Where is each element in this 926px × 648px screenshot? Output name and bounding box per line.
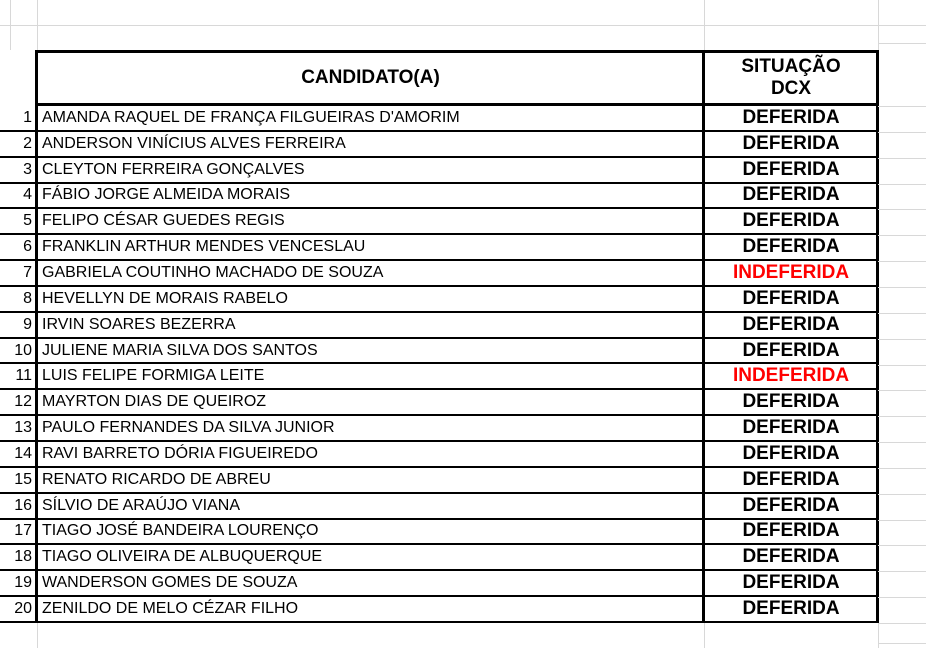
table-border [702, 50, 705, 623]
row-number-cell[interactable]: 14 [14, 444, 32, 462]
status-cell[interactable]: DEFERIDA [742, 106, 840, 128]
gridline [878, 416, 926, 417]
row-number-cell[interactable]: 4 [23, 186, 32, 204]
table-row [0, 545, 878, 571]
status-cell[interactable]: DEFERIDA [742, 287, 840, 309]
row-number-cell[interactable]: 18 [14, 548, 32, 566]
gridline [878, 623, 926, 624]
gridline [704, 623, 705, 648]
table-row [0, 520, 878, 546]
table-row [0, 468, 878, 494]
row-number-cell[interactable]: 13 [14, 419, 32, 437]
candidate-name-cell[interactable]: WANDERSON GOMES DE SOUZA [42, 574, 298, 592]
status-cell[interactable]: DEFERIDA [742, 597, 840, 619]
gridline [878, 184, 926, 185]
gridline [878, 571, 926, 572]
table-row [0, 390, 878, 416]
gridline [0, 25, 926, 26]
candidate-name-cell[interactable]: ANDERSON VINÍCIUS ALVES FERREIRA [42, 134, 346, 152]
table-row [0, 416, 878, 442]
gridline [878, 468, 926, 469]
status-cell[interactable]: DEFERIDA [742, 494, 840, 516]
candidate-name-cell[interactable]: FRANKLIN ARTHUR MENDES VENCESLAU [42, 238, 366, 256]
gridline [878, 261, 926, 262]
gridline [878, 520, 926, 521]
candidate-name-cell[interactable]: IRVIN SOARES BEZERRA [42, 315, 236, 333]
candidate-name-cell[interactable]: TIAGO JOSÉ BANDEIRA LOURENÇO [42, 522, 319, 540]
status-cell[interactable]: DEFERIDA [742, 391, 840, 413]
row-number-cell[interactable]: 3 [23, 160, 32, 178]
table-row [0, 235, 878, 261]
status-cell[interactable]: DEFERIDA [742, 132, 840, 154]
row-number-cell[interactable]: 12 [14, 393, 32, 411]
gridline [878, 132, 926, 133]
table-row [0, 261, 878, 287]
status-cell[interactable]: DEFERIDA [742, 210, 840, 232]
table-row [0, 209, 878, 235]
gridline [878, 43, 926, 44]
status-cell[interactable]: DEFERIDA [742, 158, 840, 180]
row-number-cell[interactable]: 20 [14, 599, 32, 617]
row-number-cell[interactable]: 17 [14, 522, 32, 540]
candidate-name-cell[interactable]: ZENILDO DE MELO CÉZAR FILHO [42, 599, 299, 617]
status-cell[interactable]: DEFERIDA [742, 468, 840, 490]
candidate-name-cell[interactable]: FELIPO CÉSAR GUEDES REGIS [42, 212, 285, 230]
gridline [878, 365, 926, 366]
table-row [0, 364, 878, 390]
gridline [878, 545, 926, 546]
status-cell[interactable]: DEFERIDA [742, 236, 840, 258]
gridline [10, 0, 11, 50]
status-cell[interactable]: DEFERIDA [742, 572, 840, 594]
row-number-cell[interactable]: 8 [23, 289, 32, 307]
gridline [878, 339, 926, 340]
row-number-cell[interactable]: 9 [23, 315, 32, 333]
gridline [878, 287, 926, 288]
gridline [878, 158, 926, 159]
table-body [0, 106, 878, 623]
gridline [878, 643, 926, 644]
gridline [704, 0, 705, 50]
status-cell[interactable]: DEFERIDA [742, 313, 840, 335]
table-row [0, 339, 878, 365]
table-row [0, 132, 878, 158]
row-number-cell[interactable]: 19 [14, 574, 32, 592]
gridline [878, 623, 879, 648]
status-header-cell[interactable] [704, 50, 878, 106]
table-row [0, 158, 878, 184]
status-cell[interactable]: DEFERIDA [742, 417, 840, 439]
candidate-name-cell[interactable]: LUIS FELIPE FORMIGA LEITE [42, 367, 265, 385]
row-number-cell[interactable]: 11 [15, 367, 32, 385]
gridline [37, 0, 38, 50]
candidate-name-cell[interactable]: GABRIELA COUTINHO MACHADO DE SOUZA [42, 263, 384, 281]
gridline [37, 623, 38, 648]
gridline [878, 442, 926, 443]
candidate-name-cell[interactable]: TIAGO OLIVEIRA DE ALBUQUERQUE [42, 548, 323, 566]
status-cell[interactable]: DEFERIDA [742, 520, 840, 542]
candidate-name-cell[interactable]: PAULO FERNANDES DA SILVA JUNIOR [42, 419, 335, 437]
row-number-cell[interactable]: 7 [23, 263, 32, 281]
status-cell[interactable]: INDEFERIDA [732, 365, 850, 387]
candidate-name-cell[interactable]: MAYRTON DIAS DE QUEIROZ [42, 393, 267, 411]
row-number-cell[interactable]: 10 [14, 341, 32, 359]
table-row [0, 571, 878, 597]
candidate-name-cell[interactable]: JULIENE MARIA SILVA DOS SANTOS [42, 341, 318, 359]
candidate-name-cell[interactable]: AMANDA RAQUEL DE FRANÇA FILGUEIRAS D'AMORIM [42, 108, 460, 126]
table-row [0, 597, 878, 623]
row-number-cell[interactable]: 16 [14, 496, 32, 514]
table-row [0, 442, 878, 468]
candidate-name-cell[interactable]: HEVELLYN DE MORAIS RABELO [42, 289, 288, 307]
candidate-name-cell[interactable]: CLEYTON FERREIRA GONÇALVES [42, 160, 305, 178]
status-header-line1: SITUAÇÃO [741, 56, 841, 77]
row-number-cell[interactable]: 6 [23, 238, 32, 256]
candidate-name-cell[interactable]: FÁBIO JORGE ALMEIDA MORAIS [42, 186, 291, 204]
candidate-name-cell[interactable]: RENATO RICARDO DE ABREU [42, 470, 271, 488]
status-cell[interactable]: DEFERIDA [742, 184, 840, 206]
table-row [0, 494, 878, 520]
table-row [0, 106, 878, 132]
table-border [35, 50, 38, 623]
gridline [878, 390, 926, 391]
row-number-cell[interactable]: 15 [14, 470, 32, 488]
table-row [0, 287, 878, 313]
candidate-header-label: CANDIDATO(A) [301, 67, 440, 88]
status-cell[interactable]: INDEFERIDA [732, 261, 850, 283]
table-row [0, 313, 878, 339]
gridline [878, 235, 926, 236]
status-cell[interactable]: DEFERIDA [742, 546, 840, 568]
row-number-cell[interactable]: 5 [23, 212, 32, 230]
status-cell[interactable]: DEFERIDA [742, 339, 840, 361]
gridline [878, 494, 926, 495]
gridline [878, 597, 926, 598]
table-border [876, 50, 879, 623]
candidate-name-cell[interactable]: RAVI BARRETO DÓRIA FIGUEIREDO [42, 444, 318, 462]
row-number-cell[interactable]: 1 [23, 108, 32, 126]
gridline [878, 209, 926, 210]
candidate-name-cell[interactable]: SÍLVIO DE ARAÚJO VIANA [42, 496, 240, 514]
gridline [878, 106, 926, 107]
gridline [878, 313, 926, 314]
row-number-cell[interactable]: 2 [23, 134, 32, 152]
status-header-line2: DCX [770, 78, 812, 99]
table-row [0, 184, 878, 210]
candidate-header-cell[interactable] [37, 50, 704, 106]
status-cell[interactable]: DEFERIDA [742, 442, 840, 464]
